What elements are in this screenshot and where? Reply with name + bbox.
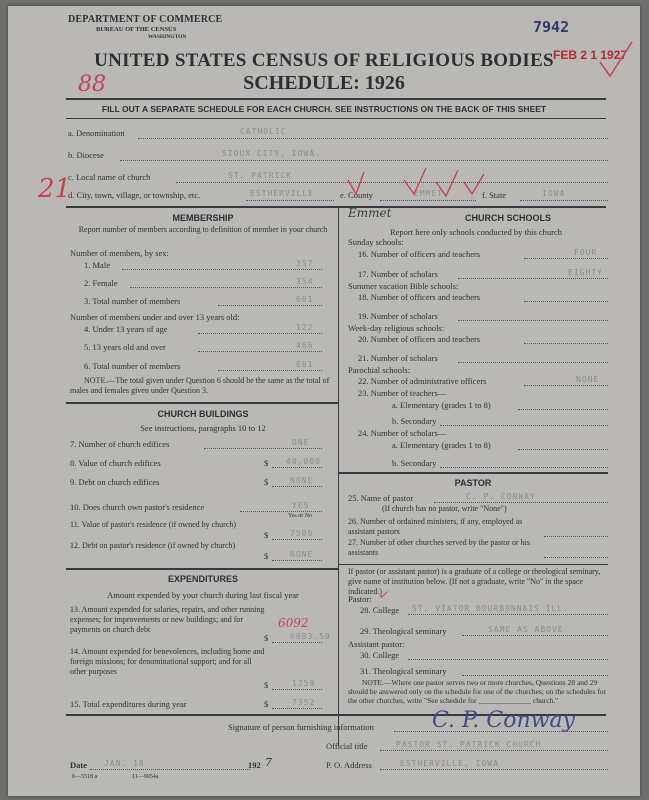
teachers-secondary-label: b. Secondary: [392, 416, 437, 426]
official-title-line: [380, 750, 608, 751]
edifice-value-label: 8. Value of church edifices: [70, 458, 161, 468]
city-town-line: [246, 200, 334, 201]
official-title-value: PASTOR ST. PATRICK CHURCH: [396, 740, 542, 749]
weekday-teachers-line: [524, 343, 608, 344]
running-expenses-label: 13. Amount expended for salaries, repairs, and other running expenses; for improvements or new buildings; and for payments on church debt: [70, 605, 265, 634]
city-label: WASHINGTON: [148, 34, 187, 40]
date-line: [90, 769, 250, 770]
running-expenses-typed: 6093.50: [290, 632, 331, 641]
denomination-label: a. Denomination: [68, 128, 125, 138]
membership-note: NOTE.—The total given under Question 6 should be the same as the total of males and females given under Question 3.: [70, 376, 330, 395]
pastor-note: NOTE.—Where one pastor serves two or more churches, Questions 28 and 29 should be answered only on the schedule for one of the churches; on the schedules for the other churches, write "See schedule for ______________ church.": [348, 678, 607, 705]
pastor-check: ✓: [378, 588, 389, 602]
edifice-debt-dollar: $: [264, 477, 269, 487]
schools-rule: [338, 472, 608, 474]
members-by-age-label: Number of members under and over 13 years old:: [70, 312, 240, 322]
edifice-value-line: [272, 467, 322, 468]
running-expenses-dollar: $: [264, 633, 269, 643]
date-label: Date: [70, 760, 87, 770]
seminary-line: [462, 635, 608, 636]
sunday-teachers-line: [524, 258, 608, 259]
weekday-scholars-line: [458, 362, 608, 363]
edifice-debt-line: [272, 486, 322, 487]
owns-residence-value: YES: [292, 501, 310, 510]
sunday-scholars-line: [458, 278, 608, 279]
denomination-line: [138, 138, 608, 139]
sunday-scholars-label: 17. Number of scholars: [358, 269, 438, 279]
female-label: 2. Female: [84, 278, 118, 288]
seminary-value: SAME AS ABOVE: [488, 625, 564, 634]
under-13-line: [198, 333, 322, 334]
diocese-value: SIOUX CITY, IOWA.: [222, 149, 321, 158]
scholars-elementary-label: a. Elementary (grades 1 to 8): [392, 440, 491, 450]
received-date-stamp: FEB 2 1 1927: [553, 48, 628, 62]
under-13-value: 122: [296, 323, 314, 332]
total-members-age-value: 661: [296, 360, 314, 369]
residence-value-value: 7500: [290, 529, 314, 538]
owns-residence-label: 10. Does church own pastor's residence: [70, 502, 205, 512]
assistant-ministers-label: 26. Number of ordained ministers, if any, employed as assistant pastors: [348, 517, 523, 536]
diocese-label: b. Diocese: [68, 150, 104, 160]
benevolences-line: [272, 689, 322, 690]
pastor-rule: [338, 564, 608, 565]
benevolences-label: 14. Amount expended for benevolences, including home and foreign missions; for denominational support; and for all other purposes: [70, 647, 265, 676]
edifice-value-dollar: $: [264, 458, 269, 468]
scholars-secondary-line: [440, 467, 608, 468]
summer-schools-label: Summer vacation Bible schools:: [348, 281, 459, 291]
city-town-value: ESTHERVILLE: [250, 189, 314, 198]
total-expenditures-label: 15. Total expenditures during year: [70, 699, 187, 709]
admin-officers-line: [524, 385, 608, 386]
residence-value-dollar: $: [264, 530, 269, 540]
residence-debt-line: [272, 560, 322, 561]
admin-officers-label: 22. Number of administrative officers: [358, 376, 487, 386]
assistant-seminary-line: [462, 675, 608, 676]
male-label: 1. Male: [84, 260, 110, 270]
buildings-heading: CHURCH BUILDINGS: [157, 409, 249, 419]
graduate-note: If pastor (or assistant pastor) is a graduate of a college or theological seminary, give name of institution below. (If not a graduate, write "No" in the space indicated.): [348, 567, 601, 596]
pastor-name-note: (If church has no pastor, write "None"): [382, 504, 507, 513]
year-label: 192: [248, 760, 261, 770]
total-expenditures-value: 7352: [292, 698, 316, 707]
sunday-scholars-value: EIGHTY: [568, 268, 603, 277]
residence-debt-value: NONE: [290, 550, 314, 559]
total-members-age-line: [218, 370, 322, 371]
pastor-name-value: C. P. CONWAY: [466, 492, 536, 501]
page-title: UNITED STATES CENSUS OF RELIGIOUS BODIES: [94, 50, 554, 71]
handwritten-number-88: 88: [78, 72, 106, 97]
edifice-debt-label: 9. Debt on church edifices: [70, 477, 160, 487]
column-divider: [338, 206, 339, 746]
state-value: IOWA: [542, 189, 566, 198]
weekday-teachers-label: 20. Number of officers and teachers: [358, 334, 481, 344]
diocese-line: [120, 160, 608, 161]
edifice-debt-value: NONE: [290, 476, 314, 485]
total-members-value: 661: [296, 295, 314, 304]
other-churches-line: [544, 557, 608, 558]
over-13-label: 5. 13 years old and over: [84, 342, 166, 352]
denomination-value: CATHOLIC: [240, 127, 287, 136]
summer-scholars-label: 19. Number of scholars: [358, 311, 438, 321]
summer-teachers-label: 18. Number of officers and teachers: [358, 292, 481, 302]
total-members-label: 3. Total number of members: [84, 296, 181, 306]
residence-debt-label: 12. Debt on pastor's residence (if owned by church): [70, 541, 236, 550]
assistant-ministers-line: [544, 536, 608, 537]
assistant-college-label: 30. College: [360, 650, 400, 660]
college-label: 28. College: [360, 605, 400, 615]
benevolences-dollar: $: [264, 680, 269, 690]
male-line: [122, 269, 322, 270]
members-by-sex-label: Number of members, by sex:: [70, 248, 169, 258]
assistant-college-line: [408, 659, 608, 660]
address-value: ESTHERVILLE, IOWA: [400, 759, 499, 768]
over-13-value: 466: [296, 341, 314, 350]
seminary-label: 29. Theological seminary: [360, 626, 447, 636]
sunday-teachers-label: 16. Number of officers and teachers: [358, 249, 481, 259]
total-members-age-label: 6. Total number of members: [84, 361, 181, 371]
county-line: [380, 200, 476, 201]
address-label: P. O. Address: [326, 760, 372, 770]
buildings-intro: See instructions, paragraphs 10 to 12: [140, 423, 266, 433]
stamp-number: 7942: [533, 18, 570, 36]
summer-scholars-line: [458, 320, 608, 321]
assistant-pastor-label: Assistant pastor:: [348, 639, 405, 649]
church-edifices-label: 7. Number of church edifices: [70, 439, 170, 449]
date-value: JAN. 18: [104, 759, 145, 768]
membership-rule: [66, 402, 338, 404]
official-title-label: Official title: [326, 741, 368, 751]
schools-heading: CHURCH SCHOOLS: [464, 213, 551, 223]
signature-value: C. P. Conway: [432, 708, 575, 733]
schools-intro: Report here only schools conducted by this church: [389, 227, 563, 237]
running-expenses-value: 6092: [278, 616, 309, 630]
address-line: [380, 769, 608, 770]
church-edifices-value: ONE: [292, 438, 310, 447]
state-line: [520, 200, 608, 201]
under-13-label: 4. Under 13 years of age: [84, 324, 168, 334]
bureau-label: BUREAU OF THE CENSUS: [96, 26, 177, 33]
total-members-line: [218, 305, 322, 306]
teachers-secondary-line: [440, 425, 608, 426]
expenditures-heading: EXPENDITURES: [167, 574, 238, 584]
pastor-name-label: 25. Name of pastor: [348, 493, 414, 503]
weekday-scholars-label: 21. Number of scholars: [358, 353, 438, 363]
instruction-rule: [66, 118, 606, 119]
identification-rule: [66, 206, 606, 208]
residence-value-label: 11. Value of pastor's residence (if owned by church): [70, 520, 237, 529]
teachers-elementary-line: [518, 409, 608, 410]
teachers-label: 23. Number of teachers—: [358, 388, 447, 398]
form-code-secondary: 11—9054a: [132, 774, 159, 780]
form-code: 8—5518 a: [72, 774, 98, 780]
state-label: f. State: [482, 190, 507, 200]
residence-debt-dollar: $: [264, 551, 269, 561]
running-expenses-line: [272, 642, 322, 643]
female-line: [130, 287, 322, 288]
header-rule: [66, 98, 606, 100]
year-digit: 7: [265, 756, 272, 769]
church-name-value: ST. PATRICK: [228, 171, 292, 180]
signature-label: Signature of person furnishing information: [228, 722, 374, 732]
buildings-rule: [66, 568, 338, 570]
college-value: ST. VIATOR BOURBONNAIS ILL.: [412, 604, 570, 613]
scholars-elementary-line: [518, 449, 608, 450]
male-value: 357: [296, 259, 314, 268]
pastor-heading: PASTOR: [454, 478, 492, 488]
red-check-marks-icon: [344, 166, 507, 200]
yes-no-hint: Yes or No: [288, 513, 313, 519]
membership-intro: Report number of members according to definition of member in your church: [78, 225, 328, 234]
census-schedule-page: [8, 6, 640, 796]
scholars-secondary-label: b. Secondary: [392, 458, 437, 468]
weekday-schools-label: Week-day religious schools:: [348, 323, 445, 333]
church-name-label: c. Local name of church: [68, 172, 151, 182]
admin-officers-value: NONE: [576, 375, 600, 384]
county-handwritten: Emmet: [348, 206, 392, 220]
handwritten-number-21: 21: [38, 174, 72, 204]
over-13-line: [198, 351, 322, 352]
parochial-schools-label: Parochial schools:: [348, 365, 411, 375]
schedule-title: SCHEDULE: 1926: [243, 72, 405, 94]
department-label: DEPARTMENT OF COMMERCE: [68, 14, 223, 25]
total-expenditures-line: [272, 708, 322, 709]
county-label: e. County: [340, 190, 374, 200]
college-line: [408, 614, 608, 615]
assistant-seminary-label: 31. Theological seminary: [360, 666, 447, 676]
total-expenditures-dollar: $: [264, 699, 269, 709]
sunday-teachers-value: FOUR: [574, 248, 598, 257]
sunday-schools-label: Sunday schools:: [348, 237, 404, 247]
teachers-elementary-label: a. Elementary (grades 1 to 8): [392, 400, 491, 410]
membership-heading: MEMBERSHIP: [172, 213, 234, 223]
residence-value-line: [272, 539, 322, 540]
female-value: 354: [296, 277, 314, 286]
summer-teachers-line: [524, 301, 608, 302]
county-value: EMMET: [414, 189, 444, 198]
pastor-name-line: [434, 502, 608, 503]
other-churches-label: 27. Number of other churches served by the pastor or his assistants: [348, 538, 530, 557]
city-town-label: d. City, town, village, or township, etc.: [68, 190, 201, 200]
scholars-label: 24. Number of scholars—: [358, 428, 447, 438]
pastor-sublabel: Pastor:: [348, 594, 372, 604]
benevolences-value: 1259: [292, 679, 316, 688]
owns-residence-line: [240, 511, 322, 512]
edifice-value-value: 40,000: [286, 457, 321, 466]
expenditures-intro: Amount expended by your church during last fiscal year: [107, 590, 299, 600]
instruction-banner: FILL OUT A SEPARATE SCHEDULE FOR EACH CHURCH. SEE INSTRUCTIONS ON THE BACK OF THIS SHEET: [101, 104, 547, 114]
church-edifices-line: [204, 448, 322, 449]
